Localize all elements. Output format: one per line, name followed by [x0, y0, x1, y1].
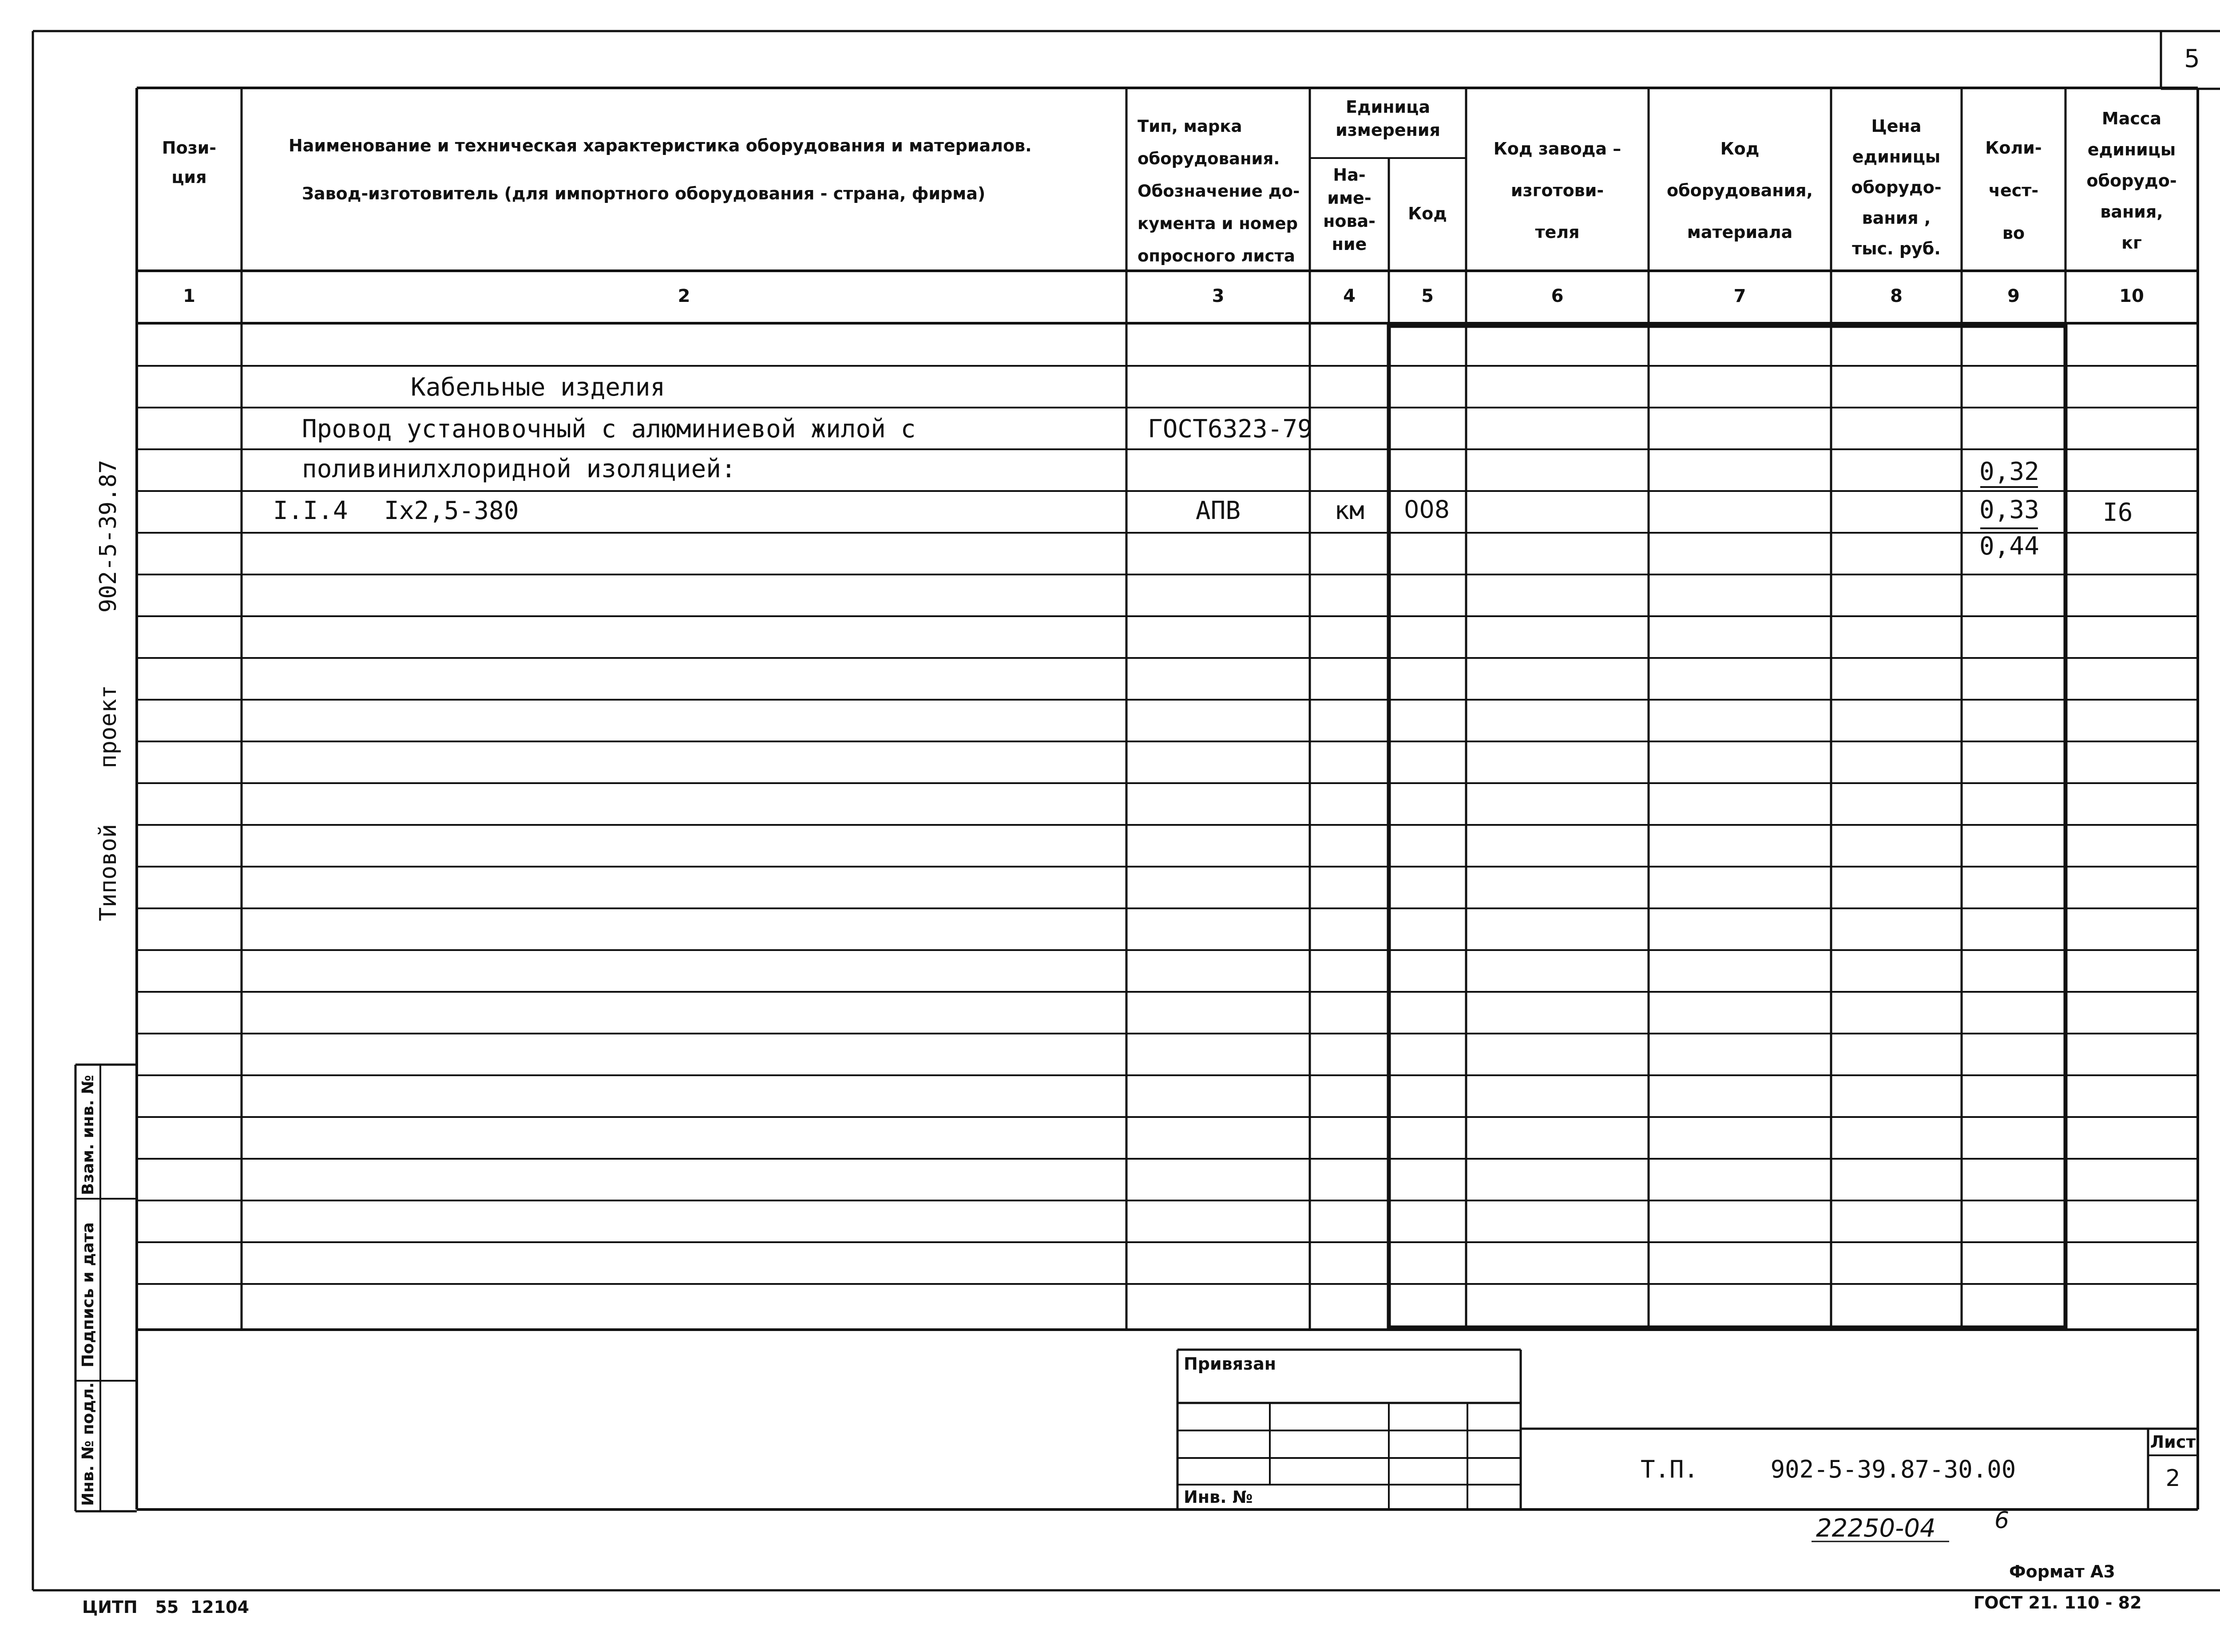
sheet-number: 2 [2165, 1465, 2180, 1492]
header-unit-group: Единица измерения [1336, 97, 1440, 140]
quantity-mid: 0,33 [1979, 495, 2039, 524]
column-number-9: 9 [2007, 286, 2020, 306]
column-number-5: 5 [1421, 286, 1434, 306]
handwritten-code: 22250-04 [1816, 1514, 1936, 1543]
gost-label: ГОСТ 21. 110 - 82 [1974, 1593, 2142, 1612]
stamp-privyazan: Привязан [1184, 1354, 1276, 1374]
header-col-unit-code: Код [1408, 204, 1447, 223]
item-name: Iх2,5-380 [384, 496, 519, 525]
item-unit-name: км [1334, 496, 1364, 525]
header-col-price: Цена единицы оборудо- вания , тыс. руб. [1851, 116, 1942, 258]
item-document: ГОСТ6323-79 [1148, 415, 1312, 444]
field-signature-date: Подпись и дата [79, 1222, 97, 1367]
quantity-bottom: 0,44 [1979, 532, 2039, 561]
column-number-7: 7 [1733, 286, 1746, 306]
sheet-label: Лист [2150, 1432, 2196, 1452]
header-col-name: Наименование и техническая характеристика оборудования и материалов. Завод-изготовитель (для импортного оборудования - страна, фирма) [289, 136, 1032, 203]
header-col-type: Тип, марка оборудования. Обозначение до- кумента и номер опросного листа [1138, 117, 1300, 265]
item-position: I.I.4 [273, 496, 348, 525]
column-number-2: 2 [678, 286, 690, 306]
header-col-mass: Масса единицы оборудо- вания, кг [2086, 109, 2177, 253]
left-margin-typical-project: Типовой проект [95, 685, 122, 921]
column-number-3: 3 [1212, 286, 1225, 306]
header-col-factory-code: Код завода – изготови- теля [1493, 139, 1621, 242]
item-unit-code: 008 [1404, 495, 1450, 523]
field-replacement-inventory: Взам. инв. № [79, 1075, 97, 1195]
stamp-inventory-number: Инв. № [1184, 1487, 1253, 1507]
item-description-line1: Провод установочный с алюминиевой жилой с [302, 415, 916, 444]
column-number-6: 6 [1551, 286, 1564, 306]
item-mass: I6 [2103, 498, 2133, 527]
quantity-top: 0,32 [1979, 457, 2039, 486]
sheet-corner-number: 5 [2184, 44, 2200, 73]
printer-code: ЦИТП 55 12104 [82, 1597, 250, 1617]
column-number-8: 8 [1890, 286, 1903, 306]
header-col-unit-name: На- име- нова- ние [1323, 165, 1376, 254]
column-number-10: 10 [2119, 286, 2144, 306]
column-number-4: 4 [1343, 286, 1356, 306]
section-title: Кабельные изделия [411, 373, 666, 402]
header-col-quantity: Коли- чест- во [1985, 138, 2042, 243]
header-col-position: Пози- ция [162, 138, 217, 187]
field-original-inventory: Инв. № подл. [79, 1382, 97, 1506]
header-col-material-code: Код оборудования, материала [1667, 139, 1813, 242]
item-description-line2: поливинилхлоридной изоляцией: [302, 455, 736, 483]
handwritten-number: 6 [1994, 1507, 2010, 1534]
format-label: Формат А3 [2009, 1562, 2115, 1581]
document-designation: Т.П. 902-5-39.87-30.00 [1641, 1455, 2016, 1483]
item-type: АПВ [1195, 496, 1241, 525]
column-number-1: 1 [183, 286, 195, 306]
left-margin-code: 902-5-39.87 [95, 460, 122, 613]
